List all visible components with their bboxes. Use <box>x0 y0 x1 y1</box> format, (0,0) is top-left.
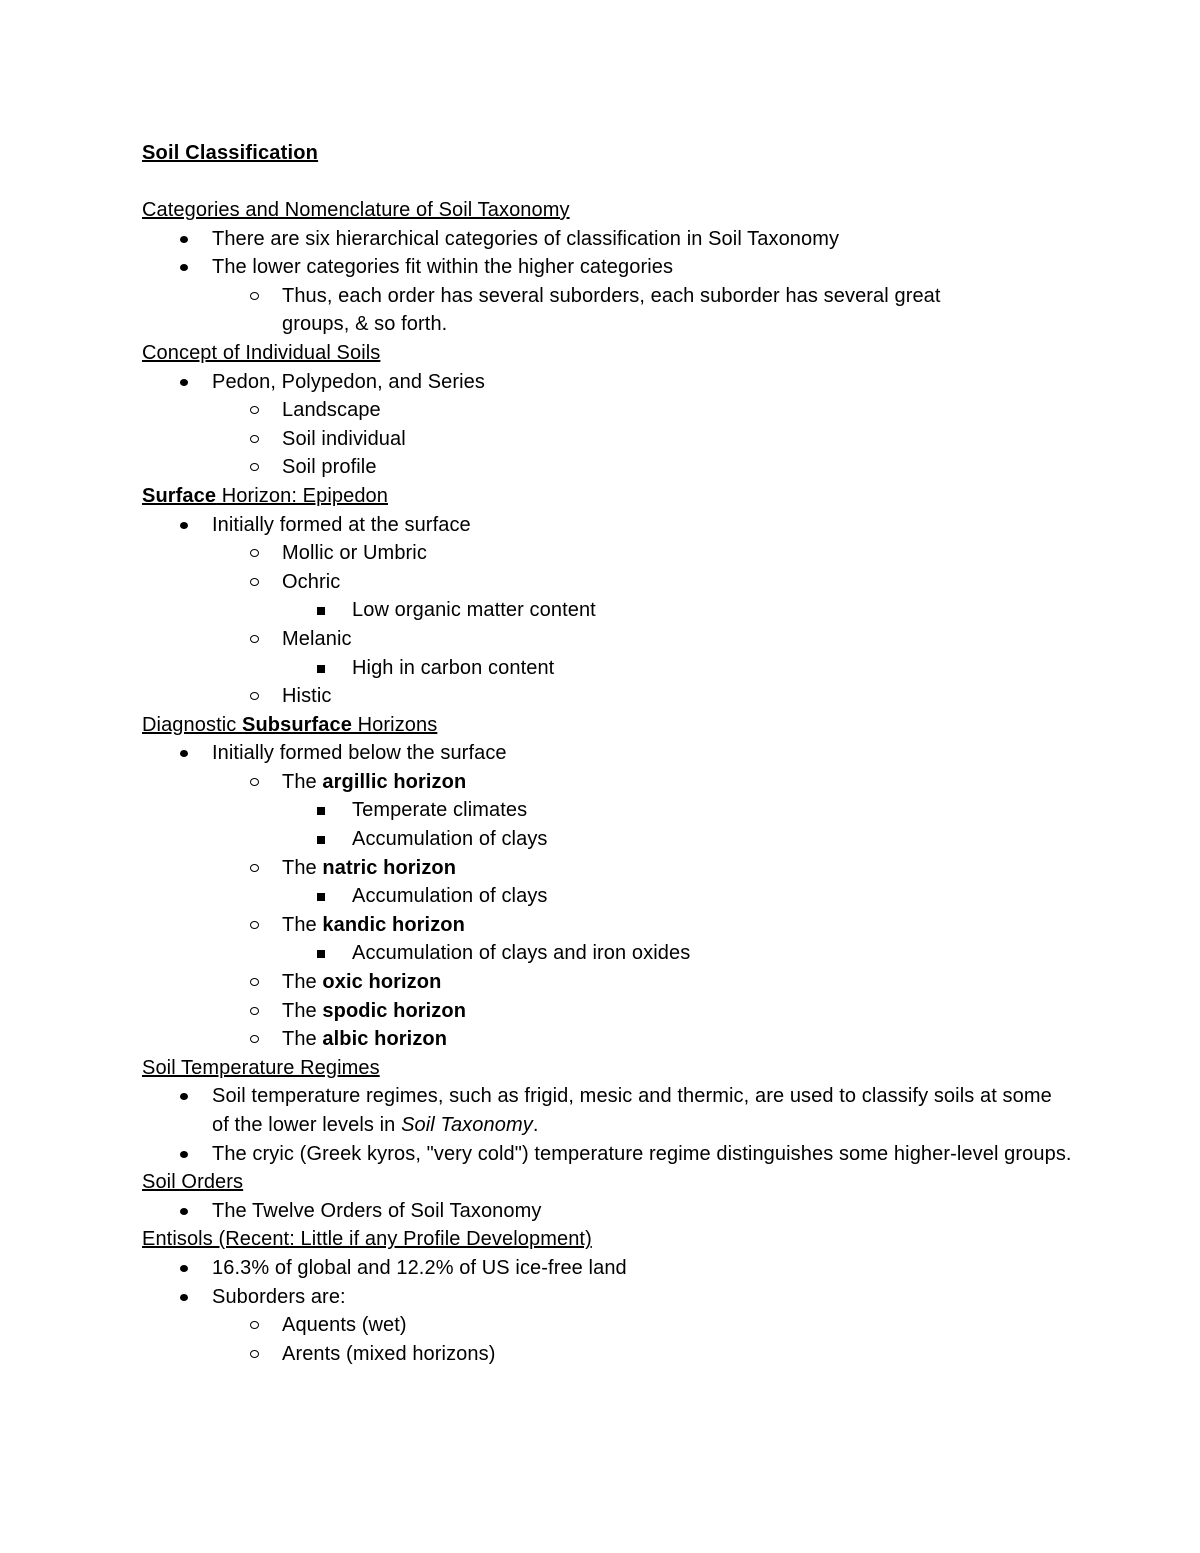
section-heading: Surface Horizon: Epipedon <box>142 484 388 507</box>
list-item: The Twelve Orders of Soil Taxonomy <box>142 1197 1072 1226</box>
list-item: Soil temperature regimes, such as frigid, mesic and thermic, are used to classify soils at some of the lower levels in Soil Taxonomy. <box>142 1082 1072 1139</box>
list-item: The lower categories fit within the higher categories <box>142 253 1072 282</box>
list-item: Aquents (wet) <box>142 1311 1072 1340</box>
list-item: Ochric <box>142 568 1072 597</box>
list-item: The natric horizon <box>142 854 1072 883</box>
section-heading: Categories and Nomenclature of Soil Taxonomy <box>142 199 570 221</box>
list-item: The argillic horizon <box>142 768 1072 797</box>
section-heading: Soil Orders <box>142 1171 244 1194</box>
list-item: 16.3% of global and 12.2% of US ice-free land <box>142 1254 1072 1283</box>
list-item: Accumulation of clays and iron oxides <box>142 939 1072 968</box>
section-heading: Diagnostic Subsurface Horizons <box>142 713 438 736</box>
list-item: Soil profile <box>142 453 1072 482</box>
list-item: Thus, each order has several suborders, each suborder has several great groups, & so forth. <box>142 282 1072 339</box>
list-item: Temperate climates <box>142 796 1072 825</box>
list-item: Low organic matter content <box>142 596 1072 625</box>
list-item: Suborders are: <box>142 1283 1072 1312</box>
list-item: There are six hierarchical categories of classification in Soil Taxonomy <box>142 225 1072 254</box>
list-item: Initially formed at the surface <box>142 511 1072 540</box>
section-heading: Concept of Individual Soils <box>142 341 381 364</box>
list-item: Mollic or Umbric <box>142 539 1072 568</box>
list-item: Arents (mixed horizons) <box>142 1340 1072 1369</box>
section-heading: Entisols (Recent: Little if any Profile Development) <box>142 1228 592 1251</box>
list-item: Initially formed below the surface <box>142 739 1072 768</box>
section-heading: Soil Temperature Regimes <box>142 1056 380 1079</box>
list-item: The spodic horizon <box>142 997 1072 1026</box>
list-item: Accumulation of clays <box>142 825 1072 854</box>
list-item: Melanic <box>142 625 1072 654</box>
list-item: The oxic horizon <box>142 968 1072 997</box>
list-item: Landscape <box>142 396 1072 425</box>
list-item: The albic horizon <box>142 1025 1072 1054</box>
list-item: Pedon, Polypedon, and Series <box>142 368 1072 397</box>
list-item: Soil individual <box>142 425 1072 454</box>
list-item: Histic <box>142 682 1072 711</box>
list-item: The kandic horizon <box>142 911 1072 940</box>
list-item: Accumulation of clays <box>142 882 1072 911</box>
document-body <box>142 196 1072 1368</box>
list-item: High in carbon content <box>142 654 1072 683</box>
page-title: Soil Classification <box>142 142 319 164</box>
list-item: The cryic (Greek kyros, "very cold") temperature regime distinguishes some higher-level groups. <box>142 1140 1072 1169</box>
